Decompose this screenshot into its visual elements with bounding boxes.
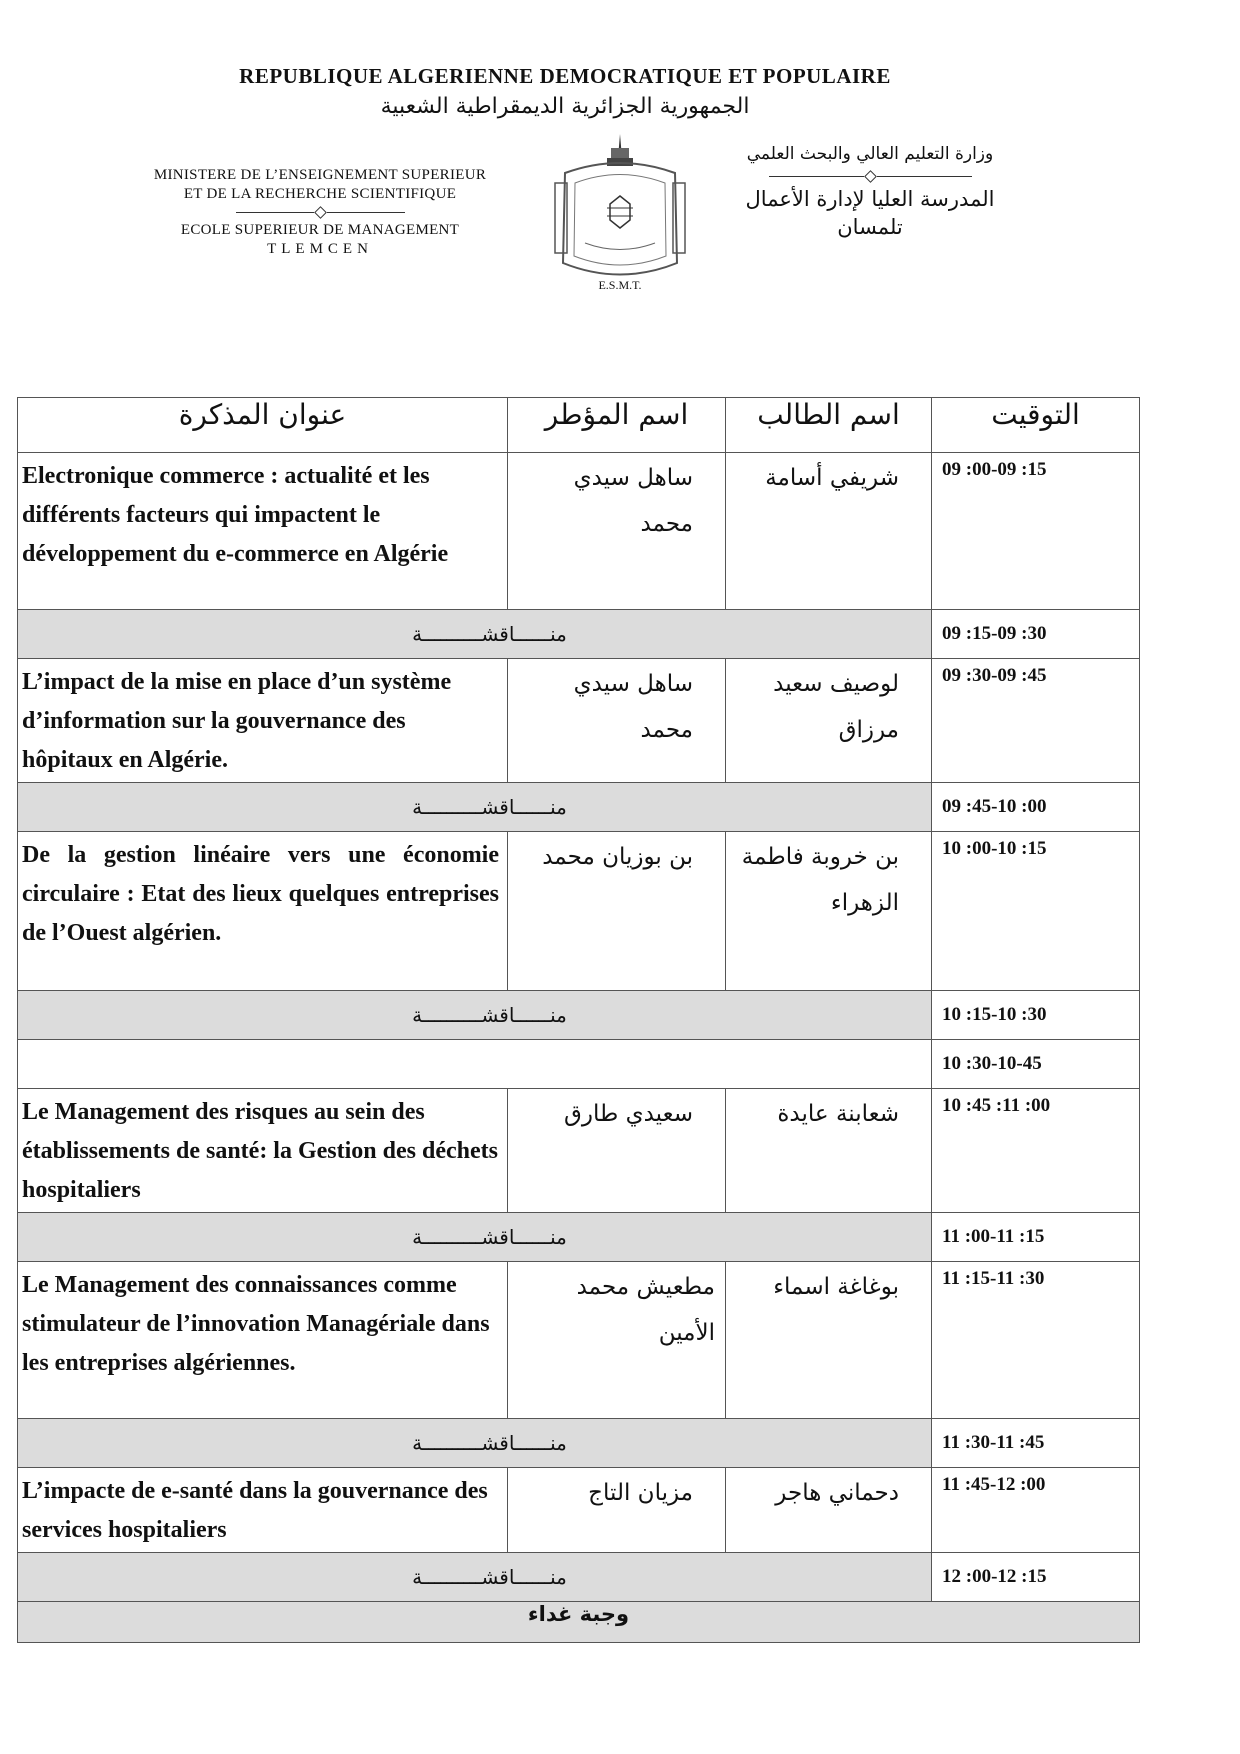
table-header-row	[18, 398, 1140, 453]
time-slot: 09 :30-09 :45	[932, 659, 1140, 783]
supervisor-name: ساهل سيدي محمد	[508, 453, 726, 610]
time-slot: 11 :15-11 :30	[932, 1262, 1140, 1419]
thesis-title: L’impact de la mise en place d’un système d’information sur la gouvernance des hôpitaux en Algérie.	[18, 659, 508, 783]
logo-abbrev: E.S.M.T.	[598, 278, 642, 292]
thesis-title: Electronique commerce : actualité et les différents facteurs qui impactent le développement du e-commerce en Algérie	[18, 453, 508, 610]
discussion-time: 12 :00-12 :15	[932, 1553, 1140, 1602]
student-name: بوغاغة اسماء	[726, 1262, 932, 1419]
school-name-fr: ECOLE SUPERIEUR DE MANAGEMENT	[180, 222, 460, 238]
thesis-title: Le Management des connaissances comme stimulateur de l’innovation Managériale dans les entreprises algériennes.	[18, 1262, 508, 1419]
thesis-title: L’impacte de e-santé dans la gouvernance des services hospitaliers	[18, 1468, 508, 1553]
time-slot: 09 :00-09 :15	[932, 453, 1140, 610]
table-row	[18, 1468, 1140, 1553]
student-name: دحماني هاجر	[726, 1468, 932, 1553]
table-row	[18, 453, 1140, 610]
supervisor-name: مطعيش محمد الأمين	[508, 1262, 726, 1419]
discussion-row	[18, 783, 1140, 832]
table-row	[18, 1262, 1140, 1419]
student-name: بن خروبة فاطمة الزهراء	[726, 832, 932, 991]
discussion-label: منــــــاقشــــــــــة	[18, 1213, 932, 1262]
time-slot: 11 :45-12 :00	[932, 1468, 1140, 1553]
defense-schedule-table	[17, 397, 1140, 1643]
student-name: لوصيف سعيد مرزاق	[726, 659, 932, 783]
discussion-row	[18, 1553, 1140, 1602]
discussion-label: منــــــاقشــــــــــة	[18, 1553, 932, 1602]
break-empty-cell	[18, 1040, 932, 1089]
time-slot: 10 :00-10 :15	[932, 832, 1140, 991]
ministry-block-fr	[120, 166, 520, 259]
city-ar: تلمسان	[837, 215, 903, 239]
lunch-row	[18, 1602, 1140, 1643]
discussion-row	[18, 1419, 1140, 1468]
supervisor-name: بن بوزيان محمد	[508, 832, 726, 991]
discussion-time: 09 :15-09 :30	[932, 610, 1140, 659]
discussion-label: منــــــاقشــــــــــة	[18, 783, 932, 832]
discussion-row	[18, 610, 1140, 659]
republic-title-ar: الجمهورية الجزائرية الديمقراطية الشعبية	[380, 94, 750, 119]
discussion-row	[18, 991, 1140, 1040]
school-name-ar: المدرسة العليا لإدارة الأعمال	[745, 187, 995, 211]
student-name: شعابنة عايدة	[726, 1089, 932, 1213]
discussion-time: 09 :45-10 :00	[932, 783, 1140, 832]
discussion-label: منــــــاقشــــــــــة	[18, 991, 932, 1040]
header-time: التوقيت	[932, 398, 1140, 453]
separator	[120, 208, 520, 217]
table-row	[18, 659, 1140, 783]
ministry-block-ar	[705, 140, 1035, 241]
discussion-time: 10 :15-10 :30	[932, 991, 1140, 1040]
discussion-time: 11 :00-11 :15	[932, 1213, 1140, 1262]
ministry-fr-line2: ET DE LA RECHERCHE SCIENTIFIQUE	[183, 186, 457, 202]
header-student: اسم الطالب	[726, 398, 932, 453]
break-time: 10 :30-10-45	[932, 1040, 1140, 1089]
table-row	[18, 832, 1140, 991]
thesis-title: Le Management des risques au sein des établissements de santé: la Gestion des déchets hospitaliers	[18, 1089, 508, 1213]
time-slot: 10 :45 :11 :00	[932, 1089, 1140, 1213]
table-row	[18, 1089, 1140, 1213]
supervisor-name: ساهل سيدي محمد	[508, 659, 726, 783]
header-supervisor: اسم المؤطر	[508, 398, 726, 453]
supervisor-name: سعيدي طارق	[508, 1089, 726, 1213]
discussion-label: منــــــاقشــــــــــة	[18, 610, 932, 659]
separator	[705, 172, 1035, 181]
ministry-fr-line1: MINISTERE DE L’ENSEIGNEMENT SUPERIEUR	[153, 167, 487, 183]
discussion-row	[18, 1213, 1140, 1262]
school-logo-icon	[545, 128, 695, 293]
ministry-ar: وزارة التعليم العالي والبحث العلمي	[746, 144, 994, 164]
supervisor-name: مزيان التاج	[508, 1468, 726, 1553]
discussion-label: منــــــاقشــــــــــة	[18, 1419, 932, 1468]
student-name: شريفي أسامة	[726, 453, 932, 610]
lunch-label: وجبة غداء	[18, 1602, 1140, 1643]
discussion-time: 11 :30-11 :45	[932, 1419, 1140, 1468]
city-fr: TLEMCEN	[267, 241, 373, 257]
republic-title-fr: REPUBLIQUE ALGERIENNE DEMOCRATIQUE ET POPULAIRE	[239, 64, 891, 88]
break-row	[18, 1040, 1140, 1089]
thesis-title: De la gestion linéaire vers une économie circulaire : Etat des lieux quelques entreprises de l’Ouest algérien.	[18, 832, 508, 991]
header-title: عنوان المذكرة	[18, 398, 508, 453]
document-header	[0, 0, 1240, 330]
